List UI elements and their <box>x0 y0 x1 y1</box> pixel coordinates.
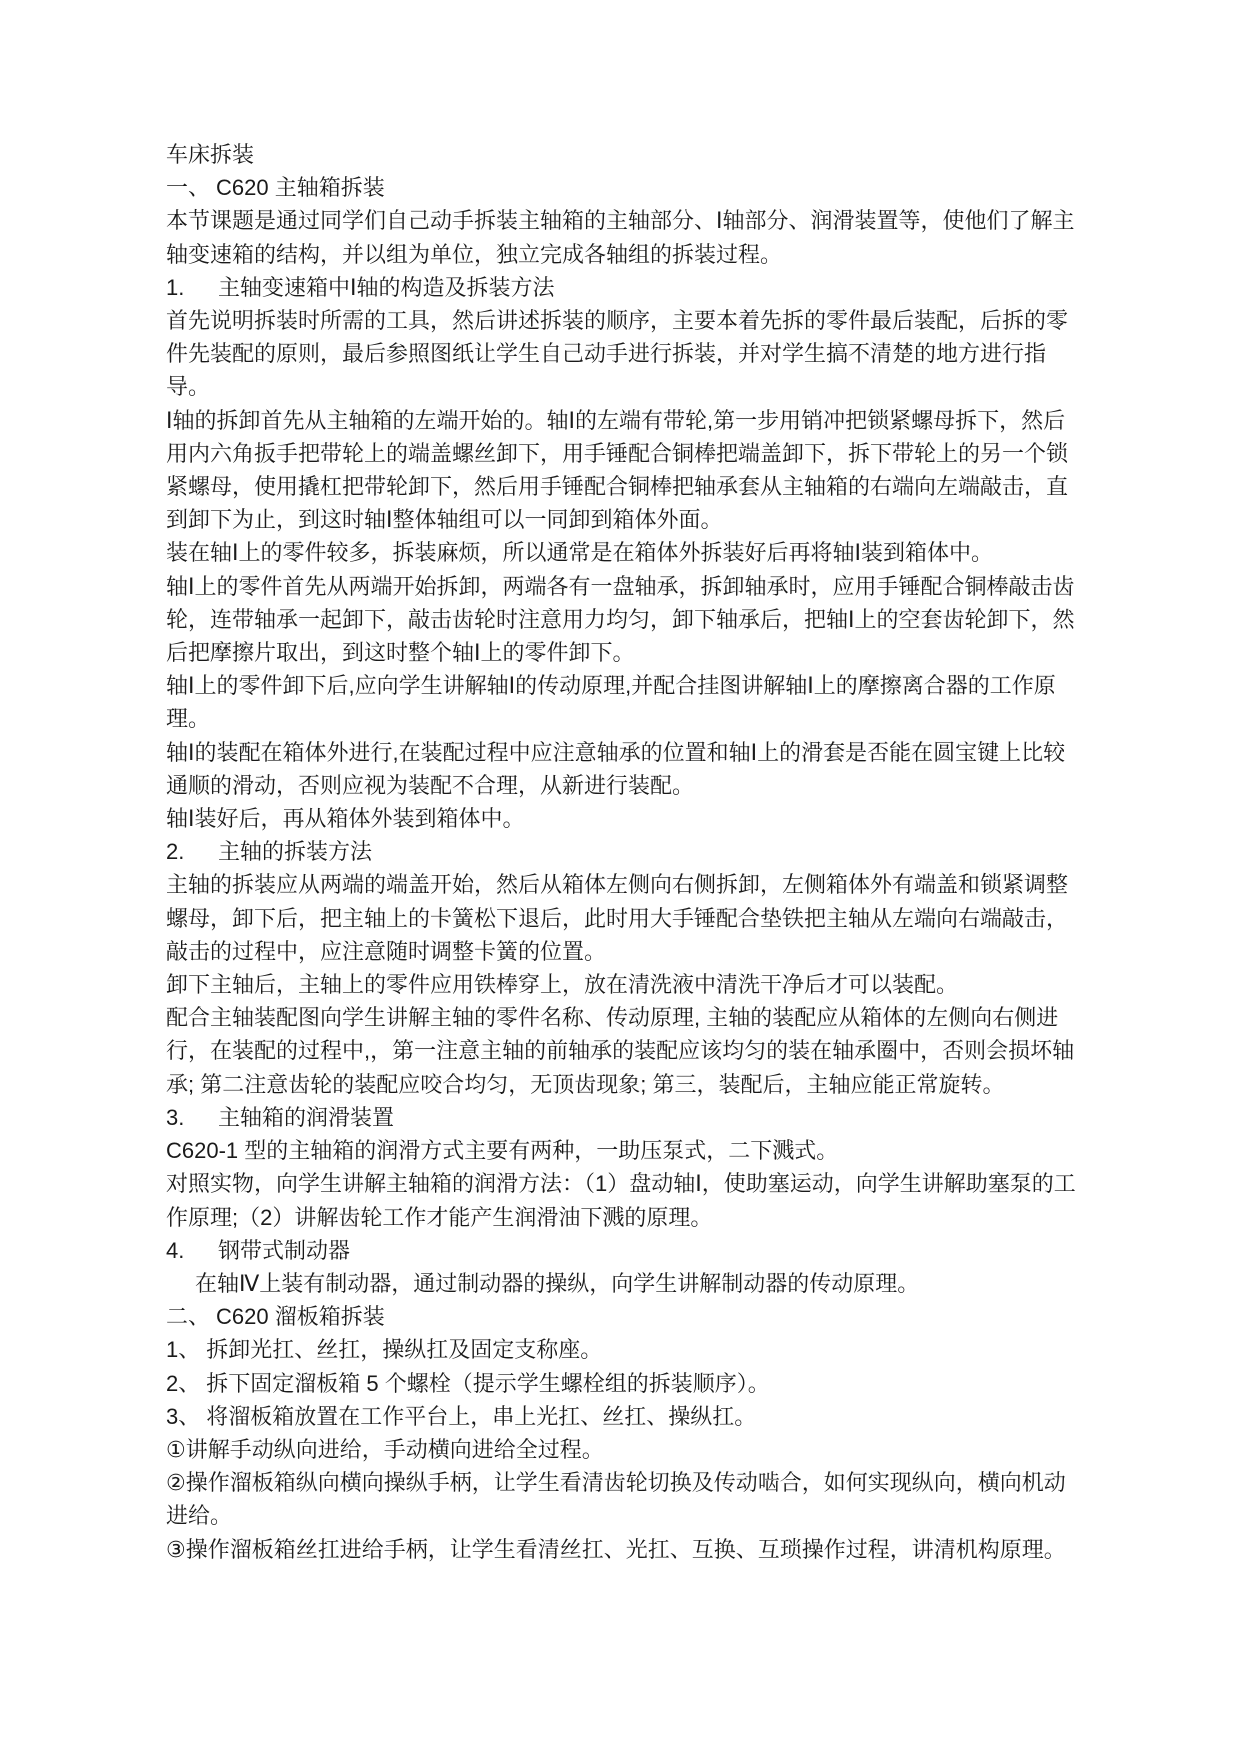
paragraph-text: C620-1 型的主轴箱的润滑方式主要有两种，一助压泵式，二下溅式。 <box>166 1138 839 1164</box>
item-number: 2、 <box>166 1370 201 1396</box>
paragraph <box>166 1433 1078 1466</box>
paragraph <box>166 868 1078 968</box>
paragraph-text: 轴Ⅰ的装配在箱体外进行,在装配过程中应注意轴承的位置和轴Ⅰ上的滑套是否能在圆宝键上比较通顺的滑动，否则应视为装配不合理，从新进行装配。 <box>166 739 1066 798</box>
paragraph-text: ③操作溜板箱丝扛进给手柄，让学生看清丝扛、光扛、互换、互琐操作过程，讲清机构原理。 <box>166 1536 1066 1562</box>
paragraph <box>166 536 1078 569</box>
paragraph <box>166 1134 1078 1167</box>
paragraph-text: 将溜板箱放置在工作平台上，串上光扛、丝扛、操纵扛。 <box>206 1403 757 1429</box>
paragraph <box>166 1533 1078 1566</box>
item-number: 1. <box>166 274 185 300</box>
document-body <box>166 138 1078 1566</box>
paragraph-text: 轴Ⅰ上的零件首先从两端开始拆卸，两端各有一盘轴承，拆卸轴承时，应用手锤配合铜棒敲击齿轮，连带轴承一起卸下，敲击齿轮时注意用力均匀，卸下轴承后，把轴Ⅰ上的空套齿轮卸下，然后把摩擦片取出，到这时整个轴Ⅰ上的零件卸下。 <box>166 573 1075 666</box>
sub-heading <box>166 271 1078 304</box>
section-heading <box>166 1300 1078 1333</box>
item-number: 3、 <box>166 1403 201 1429</box>
paragraph <box>166 968 1078 1001</box>
item-number: 一、 <box>166 175 211 201</box>
paragraph-text: 配合主轴装配图向学生讲解主轴的零件名称、传动原理, 主轴的装配应从箱体的左侧向右侧进行，在装配的过程中,，第一注意主轴的前轴承的装配应该均匀的装在轴承圈中，否则会损坏轴承; 第二注意齿轮的装配应咬合均匀，无顶齿现象; 第三，装配后，主轴应能正常旋转。 <box>166 1005 1075 1097</box>
paragraph-text: 车床拆装 <box>166 142 255 167</box>
paragraph-text: 轴Ⅰ上的零件卸下后,应向学生讲解轴Ⅰ的传动原理,并配合挂图讲解轴Ⅰ上的摩擦离合器的工作原理。 <box>166 673 1056 732</box>
paragraph <box>166 304 1078 404</box>
paragraph <box>166 802 1078 835</box>
paragraph-text: 拆卸光扛、丝扛，操纵扛及固定支称座。 <box>206 1337 603 1363</box>
item-number: 1、 <box>166 1337 201 1363</box>
item-number: 3. <box>166 1104 185 1130</box>
paragraph-text: 首先说明拆装时所需的工具，然后讲述拆装的顺序，主要本着先拆的零件最后装配，后拆的零件先装配的原则，最后参照图纸让学生自己动手进行拆装，并对学生搞不清楚的地方进行指导。 <box>166 308 1069 400</box>
section-heading <box>166 171 1078 204</box>
list-item <box>166 1400 1078 1433</box>
paragraph <box>166 404 1078 537</box>
sub-heading <box>166 1101 1078 1134</box>
doc-title <box>166 138 1078 171</box>
item-number: 二、 <box>166 1304 211 1330</box>
paragraph-text: C620 主轴箱拆装 <box>216 175 385 201</box>
paragraph-text: Ⅰ轴的拆卸首先从主轴箱的左端开始的。轴Ⅰ的左端有带轮,第一步用销冲把锁紧螺母拆下，然后用内六角扳手把带轮上的端盖螺丝卸下，用手锤配合铜棒把端盖卸下，拆下带轮上的另一个锁紧螺母，使用撬杠把带轮卸下，然后用手锤配合铜棒把轴承套从主轴箱的右端向左端敲击，直到卸下为止，到这时轴Ⅰ整体轴组可以一同卸到箱体外面。 <box>166 407 1069 533</box>
paragraph-text: 主轴的拆装方法 <box>218 839 373 865</box>
paragraph-text: 装在轴Ⅰ上的零件较多，拆装麻烦，所以通常是在箱体外拆装好后再将轴Ⅰ装到箱体中。 <box>166 540 993 566</box>
paragraph <box>166 1167 1078 1233</box>
paragraph-text: 本节课题是通过同学们自己动手拆装主轴箱的主轴部分、Ⅰ轴部分、润滑装置等，使他们了解主轴变速箱的结构，并以组为单位，独立完成各轴组的拆装过程。 <box>166 208 1075 267</box>
paragraph-text: 轴Ⅰ装好后，再从箱体外装到箱体中。 <box>166 806 525 832</box>
paragraph-text: 主轴箱的润滑装置 <box>218 1104 395 1130</box>
sub-heading <box>166 835 1078 868</box>
paragraph-text: 对照实物，向学生讲解主轴箱的润滑方法：（1）盘动轴Ⅰ，使助塞运动，向学生讲解助塞泵的工作原理;（2）讲解齿轮工作才能产生润滑油下溅的原理。 <box>166 1171 1076 1230</box>
paragraph-text: 拆下固定溜板箱 5 个螺栓（提示学生螺栓组的拆装顺序）。 <box>206 1370 770 1396</box>
list-item <box>166 1367 1078 1400</box>
item-number: 4. <box>166 1237 185 1263</box>
paragraph-text: 主轴变速箱中Ⅰ轴的构造及拆装方法 <box>218 274 555 300</box>
paragraph-text: 卸下主轴后，主轴上的零件应用铁棒穿上，放在清洗液中清洗干净后才可以装配。 <box>166 972 959 998</box>
paragraph <box>166 1001 1078 1101</box>
paragraph-text: 钢带式制动器 <box>218 1237 351 1263</box>
list-item <box>166 1333 1078 1366</box>
paragraph-text: ①讲解手动纵向进给，手动横向进给全过程。 <box>166 1436 604 1462</box>
paragraph <box>166 204 1078 270</box>
paragraph <box>166 570 1078 670</box>
paragraph-text: 主轴的拆装应从两端的端盖开始，然后从箱体左侧向右侧拆卸，左侧箱体外有端盖和锁紧调整螺母，卸下后，把主轴上的卡簧松下退后，此时用大手锤配合垫铁把主轴从左端向右端敲击，敲击的过程中，应注意随时调整卡簧的位置。 <box>166 872 1069 964</box>
paragraph-text: 在轴Ⅳ上装有制动器，通过制动器的操纵，向学生讲解制动器的传动原理。 <box>195 1270 920 1296</box>
sub-heading <box>166 1234 1078 1267</box>
paragraph <box>166 669 1078 735</box>
paragraph <box>166 1267 1078 1300</box>
paragraph <box>166 1466 1078 1532</box>
paragraph <box>166 736 1078 802</box>
paragraph-text: C620 溜板箱拆装 <box>216 1304 385 1330</box>
paragraph-text: ②操作溜板箱纵向横向操纵手柄，让学生看清齿轮切换及传动啮合，如何实现纵向，横向机动进给。 <box>166 1470 1066 1529</box>
item-number: 2. <box>166 839 185 865</box>
